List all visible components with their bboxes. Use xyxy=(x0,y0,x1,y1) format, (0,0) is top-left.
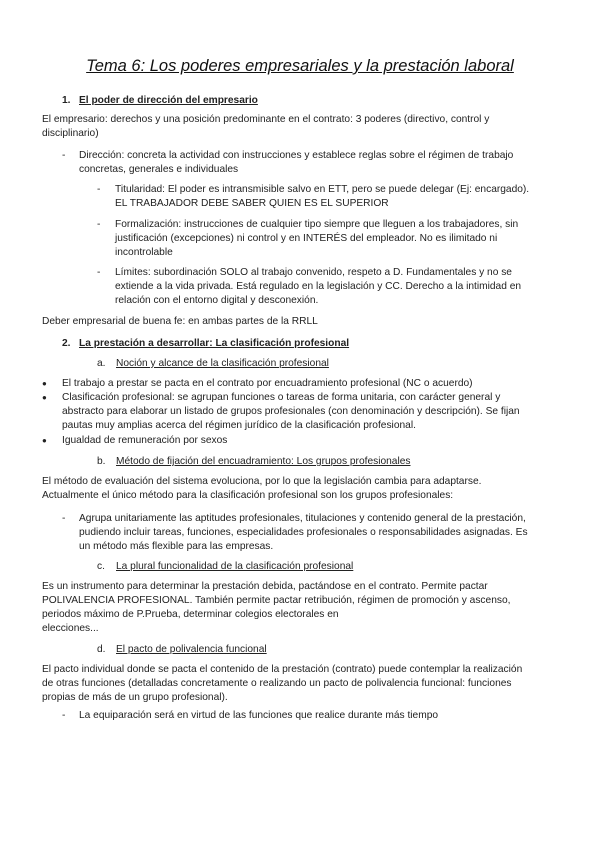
paragraph-line: disciplinario) xyxy=(42,128,99,139)
dash-marker: - xyxy=(97,219,101,230)
paragraph-line: elecciones... xyxy=(42,623,99,634)
list-item-line: Límites: subordinación SOLO al trabajo convenido, respeto a D. Fundamentales y no se xyxy=(115,267,512,278)
bullet-marker: ● xyxy=(42,379,47,388)
subsection-a-letter: a. xyxy=(97,358,106,369)
list-item-line: EL TRABAJADOR DEBE SABER QUIEN ES EL SUPERIOR xyxy=(115,198,389,209)
paragraph-line: Actualmente el único método para la clasificación profesional son los grupos profesionales: xyxy=(42,490,454,501)
page-title: Tema 6: Los poderes empresariales y la prestación laboral xyxy=(86,57,514,75)
paragraph-line: POLIVALENCIA PROFESIONAL. También permite pactar retribución, régimen de promoción y ascenso, xyxy=(42,595,511,606)
dash-marker: - xyxy=(97,267,101,278)
bullet-item-line: pautas muy amplias acerca del régimen jurídico de la clasificación profesional. xyxy=(62,420,416,431)
section-1-number: 1. xyxy=(62,95,71,106)
bullet-marker: ● xyxy=(42,436,47,445)
list-item-line: un método más flexible para las empresas. xyxy=(79,541,274,552)
bullet-item-line: El trabajo a prestar se pacta en el contrato por encuadramiento profesional (NC o acuerdo) xyxy=(62,378,473,389)
paragraph-line: El empresario: derechos y una posición predominante en el contrato: 3 poderes (directivo, control y xyxy=(42,114,490,125)
dash-marker: - xyxy=(62,513,66,524)
list-item-line: concretas, generales e individuales xyxy=(79,164,239,175)
section-1-heading: El poder de dirección del empresario xyxy=(79,95,258,106)
subsection-c-letter: c. xyxy=(97,561,105,572)
list-item-line: relación con el entorno digital y desconexión. xyxy=(115,295,319,306)
list-item-line: incontrolable xyxy=(115,247,173,258)
dash-marker: - xyxy=(97,184,101,195)
list-item-line: Agrupa unitariamente las aptitudes profesionales, titulaciones y contenido general de la prestación, xyxy=(79,513,526,524)
bullet-item-line: Clasificación profesional: se agrupan funciones o tareas de forma unitaria, con carácter general y xyxy=(62,392,501,403)
subsection-a-heading: Noción y alcance de la clasificación profesional xyxy=(116,358,329,369)
paragraph-line: propias de más de un grupo profesional). xyxy=(42,692,228,703)
bullet-item-line: abstracto para elaborar un listado de grupos profesionales (con denominación y descripción). Se fijan xyxy=(62,406,520,417)
dash-marker: - xyxy=(62,710,66,721)
bullet-marker: ● xyxy=(42,393,47,402)
paragraph-line: periodos máximo de P.Prueba, determinar colegios electorales en xyxy=(42,609,339,620)
subsection-b-heading: Método de fijación del encuadramiento: Los grupos profesionales xyxy=(116,456,411,467)
paragraph-line: Es un instrumento para determinar la prestación debida, pactándose en el contrato. Permite pactar xyxy=(42,581,488,592)
list-item-line: La equiparación será en virtud de las funciones que realice durante más tiempo xyxy=(79,710,439,721)
list-item-line: Formalización: instrucciones de cualquier tipo siempre que lleguen a los trabajadores, sin xyxy=(115,219,519,230)
bullet-item-line: Igualdad de remuneración por sexos xyxy=(62,435,228,446)
dash-marker: - xyxy=(62,150,66,161)
subsection-b-letter: b. xyxy=(97,456,106,467)
subsection-c-heading: La plural funcionalidad de la clasificación profesional xyxy=(116,561,354,572)
section-2-number: 2. xyxy=(62,338,71,349)
subsection-d-letter: d. xyxy=(97,644,106,655)
list-item-line: Titularidad: El poder es intransmisible salvo en ETT, pero se puede delegar (Ej: encargado). xyxy=(115,184,530,195)
paragraph-line: de otras funciones (detalladas concretamente o realizando un pacto de polivalencia funcional: funciones xyxy=(42,678,512,689)
paragraph-line: El método de evaluación del sistema evoluciona, por lo que la legislación cambia para adaptarse. xyxy=(42,476,482,487)
list-item-line: pudiendo incluir tareas, funciones, especialidades profesionales o responsabilidades asignadas. Es xyxy=(79,527,528,538)
list-item-line: justificación (excepciones) ni control y en INTERÉS del empleador. No es ilimitado ni xyxy=(115,233,498,244)
subsection-d-heading: El pacto de polivalencia funcional xyxy=(116,644,267,655)
section-2-heading: La prestación a desarrollar: La clasificación profesional xyxy=(79,338,350,349)
list-item-line: Dirección: concreta la actividad con instrucciones y establece reglas sobre el régimen de trabajo xyxy=(79,150,514,161)
list-item-line: extiende a la vida privada. Está regulado en la legislación y CC. Derecho a la intimidad en xyxy=(115,281,522,292)
paragraph-line: Deber empresarial de buena fe: en ambas partes de la RRLL xyxy=(42,316,318,327)
paragraph-line: El pacto individual donde se pacta el contenido de la prestación (contrato) puede contemplar la realización xyxy=(42,664,523,675)
